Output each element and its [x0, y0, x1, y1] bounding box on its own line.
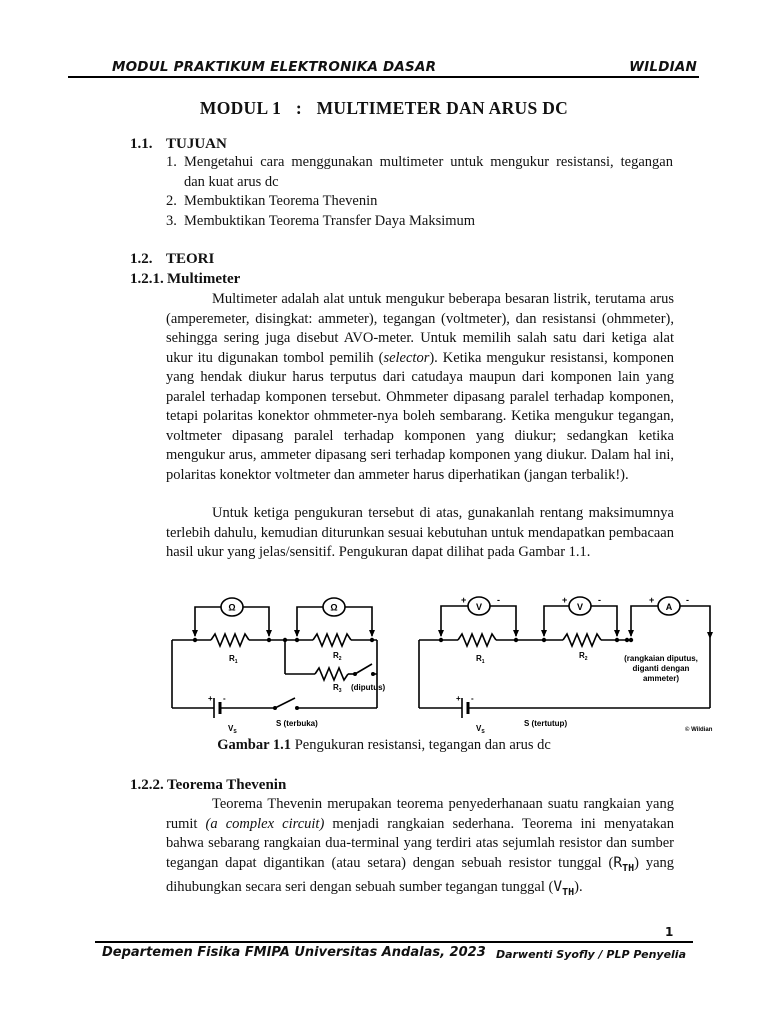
- module-title: [0, 98, 768, 119]
- plus-sign: +: [649, 595, 655, 605]
- amp-symbol: A: [665, 602, 673, 612]
- list-item: [166, 212, 673, 232]
- vs-label: $V_S$: [476, 724, 485, 735]
- minus-sign: -: [686, 595, 689, 605]
- vth-symbol: $V_{TH}$: [553, 878, 575, 898]
- thevenin-paragraph: [166, 795, 674, 902]
- ohm-symbol: Ω: [330, 602, 338, 613]
- paragraph-text: Teorema Thevenin merupakan teorema penyederhanaan suatu rangkaian yang rumit: [166, 796, 674, 832]
- battery-minus: -: [471, 694, 474, 703]
- note-line: (rangkaian diputus,: [624, 654, 698, 663]
- footer-right: Darwenti Syofly / PLP Penyelia: [495, 948, 686, 961]
- figure-circuit-diagram: [165, 594, 715, 739]
- section-label: Teorema Thevenin: [167, 777, 287, 793]
- minus-sign: -: [598, 595, 601, 605]
- plus-sign: +: [562, 595, 568, 605]
- paragraph-text: Multimeter adalah alat untuk mengukur beberapa besaran listrik, terutama arus (amperemeter, disingkat: ammeter), tegangan (voltmeter), dan resistansi (ohmmeter), sehingga sering juga disebut AVO-meter. Untuk memilih salah satu dari ketiga alat ukur itu digunakan tombol pemilih (: [166, 291, 674, 366]
- diputus-label: (diputus): [351, 683, 386, 692]
- volt-symbol: V: [475, 602, 483, 612]
- rth-symbol: $R_{TH}$: [613, 854, 635, 874]
- list-text: Membuktikan Teorema Transfer Daya Maksimum: [184, 212, 476, 229]
- r3-label: $R_3$: [333, 683, 342, 694]
- ohm-symbol: Ω: [228, 602, 236, 613]
- caption-label: Gambar 1.1: [217, 737, 292, 753]
- section-label: TEORI: [166, 251, 215, 267]
- footer-left: Departemen Fisika FMIPA Universitas Andalas, 2023: [102, 945, 486, 960]
- list-number: 3.: [166, 212, 177, 229]
- multimeter-paragraph-1: [166, 290, 674, 485]
- section-label: TUJUAN: [166, 136, 227, 152]
- section-label: Multimeter: [167, 271, 241, 287]
- footer-rule: [95, 941, 693, 943]
- module-title-number: MODUL 1: [199, 98, 282, 118]
- paragraph-text: ).: [574, 878, 583, 895]
- paragraph-italic: selector: [383, 349, 430, 366]
- battery-minus: -: [223, 694, 226, 703]
- note-line: diganti dengan: [632, 664, 690, 673]
- section-number: 1.2.2.: [130, 777, 164, 793]
- list-number: 2.: [166, 193, 177, 209]
- section-number: 1.2.: [130, 251, 153, 267]
- minus-sign: -: [497, 595, 500, 605]
- module-title-separator: :: [295, 98, 302, 118]
- section-number: 1.1.: [130, 136, 153, 152]
- r2-label: $R_2$: [333, 651, 342, 662]
- multimeter-paragraph-2: Untuk ketiga pengukuran tersebut di atas, gunakanlah rentang maksimumnya terlebih dahulu, kemudian diturunkan sesuai kebutuhan untuk mendapatkan pembacaan hasil ukur yang jelas/sensitif. Pengukuran dapat dilihat pada Gambar 1.1.: [166, 505, 674, 560]
- plus-sign: +: [461, 595, 467, 605]
- switch-closed-label: S (tertutup): [524, 719, 568, 728]
- switch-open-label: S (terbuka): [276, 719, 318, 728]
- caption-text: Pengukuran resistansi, tegangan dan arus dc: [291, 737, 551, 753]
- list-text: Mengetahui cara menggunakan multimeter untuk mengukur resistansi, tegangan dan kuat arus dc: [184, 154, 673, 190]
- r1-label: $R_1$: [229, 654, 238, 665]
- running-header-right: WILDIAN: [629, 59, 697, 75]
- header-rule: [68, 76, 699, 78]
- note-line: ammeter): [642, 674, 680, 683]
- list-number: 1.: [166, 154, 177, 170]
- paragraph-text: menjadi rangkaian sederhana. Teorema ini menyatakan bahwa sebarang rangkaian dua-terminal yang terdiri atas sejumlah resistor dan sumber tegangan dapat digantikan (atau setara) dengan sebuah resistor tunggal (: [166, 815, 674, 871]
- module-title-text: MULTIMETER DAN ARUS DC: [316, 98, 569, 118]
- paragraph-text: ) yang dihubungkan secara seri dengan sebuah sumber tegangan tunggal (: [166, 854, 675, 895]
- volt-symbol: V: [576, 602, 584, 612]
- list-text: Membuktikan Teorema Thevenin: [184, 193, 378, 209]
- copyright-label: © Wildian: [685, 727, 713, 733]
- paragraph-italic: (a complex circuit): [205, 815, 325, 832]
- figure-caption: [0, 737, 768, 754]
- list-item: [166, 153, 673, 192]
- battery-plus: +: [456, 694, 461, 703]
- vs-label: $V_S$: [228, 724, 237, 735]
- page-number: 1: [665, 925, 674, 939]
- section-number: 1.2.1.: [130, 271, 164, 287]
- r2-label: $R_2$: [579, 651, 588, 662]
- running-header-left: MODUL PRAKTIKUM ELEKTRONIKA DASAR: [112, 59, 437, 75]
- r1-label: $R_1$: [476, 654, 485, 665]
- tujuan-list: [166, 153, 673, 231]
- paragraph-text: ). Ketika mengukur resistansi, komponen yang hendak diukur harus terputus dari catudaya maupun dari komponen lain yang paralel terhadap komponen tersebut. Ohmmeter dipasang paralel terhadap komponen, tetapi polaritas konektor ohmmeter-nya boleh sembarang. Ketika mengukur tegangan, voltmeter dipasang paralel terhadap komponen yang diukur; sedangkan ketika mengukur arus, ammeter dipasang seri terhadap komponen yang diukur. Dalam hal ini, polaritas konektor voltmeter dan ammeter harus diperhatikan (jangan terbalik!).: [166, 349, 674, 483]
- battery-plus: +: [208, 694, 213, 703]
- list-item: [166, 192, 673, 212]
